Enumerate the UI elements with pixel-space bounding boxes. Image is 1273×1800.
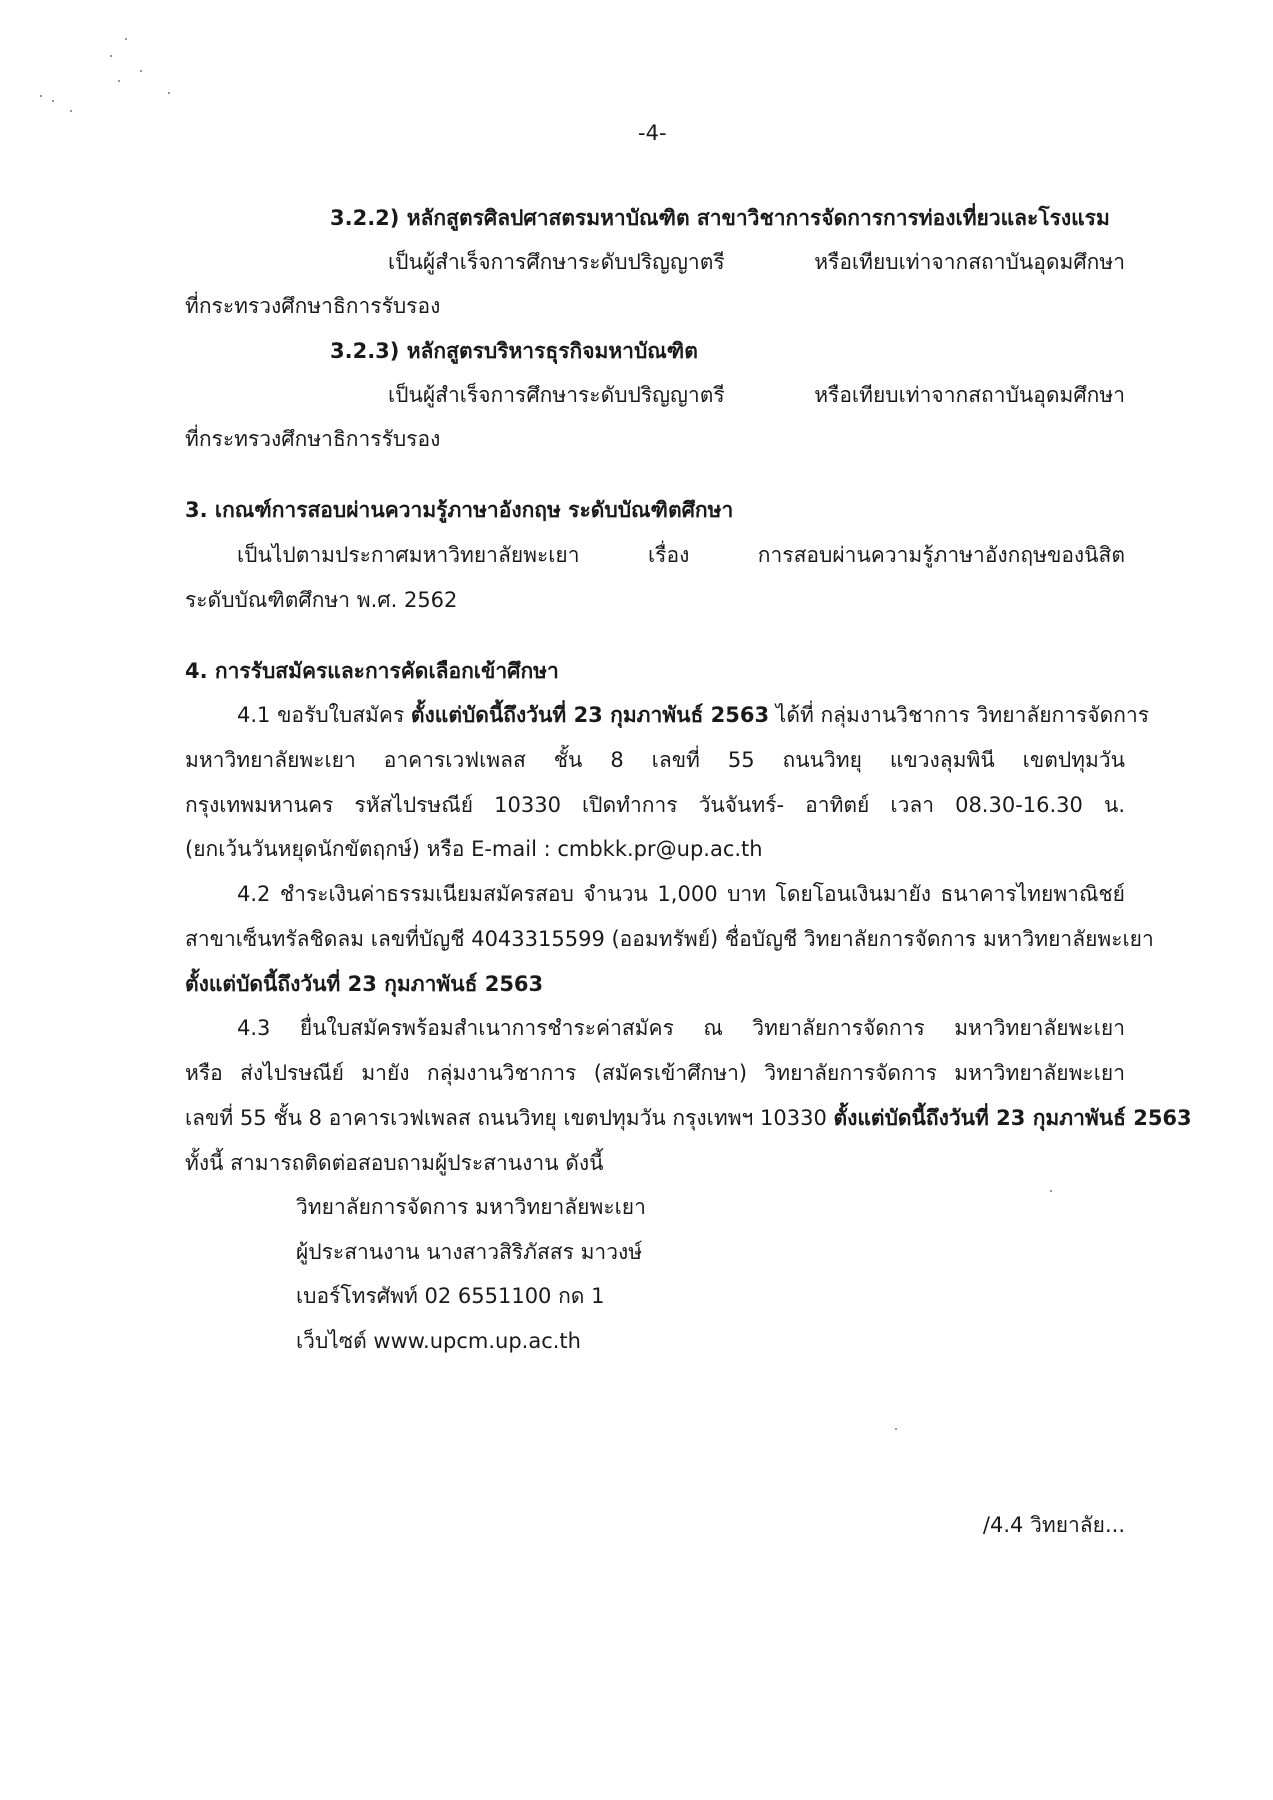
contact-coordinator: ผู้ประสานงาน นางสาวสิริภัสสร มาวงษ์ (296, 1240, 643, 1264)
scan-speck (125, 38, 127, 40)
section-4-heading: 4. การรับสมัครและการคัดเลือกเข้าศึกษา (185, 659, 559, 683)
scan-speck (895, 1428, 897, 1430)
para-4-1-line3: กรุงเทพมหานคร รหัสไปรษณีย์ 10330 เปิดทำการ วันจันทร์- อาทิตย์ เวลา 08.30-16.30 น. (185, 793, 1125, 817)
section-3-heading: 3. เกณฑ์การสอบผ่านความรู้ภาษาอังกฤษ ระดับบัณฑิตศึกษา (185, 498, 734, 522)
contact-phone: เบอร์โทรศัพท์ 02 6551100 กด 1 (296, 1284, 605, 1308)
para-4-3-line4: ทั้งนี้ สามารถติดต่อสอบถามผู้ประสานงาน ดังนี้ (185, 1151, 604, 1175)
section-3-2-3-line2: ที่กระทรวงศึกษาธิการรับรอง (185, 427, 441, 451)
para-4-1-line4: (ยกเว้นวันหยุดนักขัตฤกษ์) หรือ E-mail : cmbkk.pr@up.ac.th (185, 837, 763, 861)
scan-speck (110, 55, 112, 57)
para-4-3-line3 (185, 1103, 1192, 1133)
scan-speck (1050, 1190, 1052, 1192)
continuation-note: /4.4 วิทยาลัย... (982, 1513, 1125, 1537)
scan-speck (118, 80, 120, 82)
section-3-2-2-line1: เป็นผู้สำเร็จการศึกษาระดับปริญญาตรี หรือเทียบเท่าจากสถาบันอุดมศึกษา (388, 250, 1125, 274)
scan-speck (40, 95, 42, 97)
para-4-3-line2: หรือ ส่งไปรษณีย์ มายัง กลุ่มงานวิชาการ (สมัครเข้าศึกษา) วิทยาลัยการจัดการ มหาวิทยาลัยพะเยา (185, 1061, 1125, 1085)
scan-speck (52, 100, 54, 102)
contact-website: เว็บไซต์ www.upcm.up.ac.th (296, 1329, 581, 1353)
para-4-2-line1: 4.2 ชำระเงินค่าธรรมเนียมสมัครสอบ จำนวน 1,000 บาท โดยโอนเงินมายัง ธนาคารไทยพาณิชย์ (237, 882, 1125, 906)
para-4-1-line2: มหาวิทยาลัยพะเยา อาคารเวฟเพลส ชั้น 8 เลขที่ 55 ถนนวิทยุ แขวงลุมพินี เขตปทุมวัน (185, 748, 1125, 772)
para-4-2-deadline: ตั้งแต่บัดนี้ถึงวันที่ 23 กุมภาพันธ์ 2563 (185, 972, 544, 996)
scan-speck (168, 92, 170, 94)
para-4-2-line2: สาขาเซ็นทรัลชิดลม เลขที่บัญชี 4043315599 (ออมทรัพย์) ชื่อบัญชี วิทยาลัยการจัดการ มหาวิทยาลัยพะเยา (185, 927, 1154, 951)
section-3-2-3-line1: เป็นผู้สำเร็จการศึกษาระดับปริญญาตรี หรือเทียบเท่าจากสถาบันอุดมศึกษา (388, 383, 1125, 407)
section-3-line1: เป็นไปตามประกาศมหาวิทยาลัยพะเยา เรื่อง การสอบผ่านความรู้ภาษาอังกฤษของนิสิต (237, 543, 1125, 567)
scan-speck (70, 110, 72, 112)
para-4-1-location: ได้ที่ กลุ่มงานวิชาการ วิทยาลัยการจัดการ (769, 703, 1150, 727)
para-4-3-address: เลขที่ 55 ชั้น 8 อาคารเวฟเพลส ถนนวิทยุ เขตปทุมวัน กรุงเทพฯ 10330 (185, 1106, 834, 1130)
para-4-1-line1 (237, 700, 1150, 730)
contact-org: วิทยาลัยการจัดการ มหาวิทยาลัยพะเยา (296, 1195, 646, 1219)
scan-speck (140, 70, 142, 72)
section-3-2-3-heading: 3.2.3) หลักสูตรบริหารธุรกิจมหาบัณฑิต (330, 339, 698, 363)
section-3-line2: ระดับบัณฑิตศึกษา พ.ศ. 2562 (185, 588, 458, 612)
para-4-3-line1: 4.3 ยื่นใบสมัครพร้อมสำเนาการชำระค่าสมัคร ณ วิทยาลัยการจัดการ มหาวิทยาลัยพะเยา (237, 1016, 1125, 1040)
section-3-2-2-line2: ที่กระทรวงศึกษาธิการรับรอง (185, 294, 441, 318)
para-4-3-deadline: ตั้งแต่บัดนี้ถึงวันที่ 23 กุมภาพันธ์ 2563 (833, 1106, 1192, 1130)
page-number: -4- (638, 121, 667, 145)
section-3-2-2-heading: 3.2.2) หลักสูตรศิลปศาสตรมหาบัณฑิต สาขาวิชาการจัดการการท่องเที่ยวและโรงแรม (330, 206, 1110, 230)
para-4-1-deadline: ตั้งแต่บัดนี้ถึงวันที่ 23 กุมภาพันธ์ 2563 (410, 703, 770, 727)
para-4-1-text: 4.1 ขอรับใบสมัคร (237, 703, 411, 727)
